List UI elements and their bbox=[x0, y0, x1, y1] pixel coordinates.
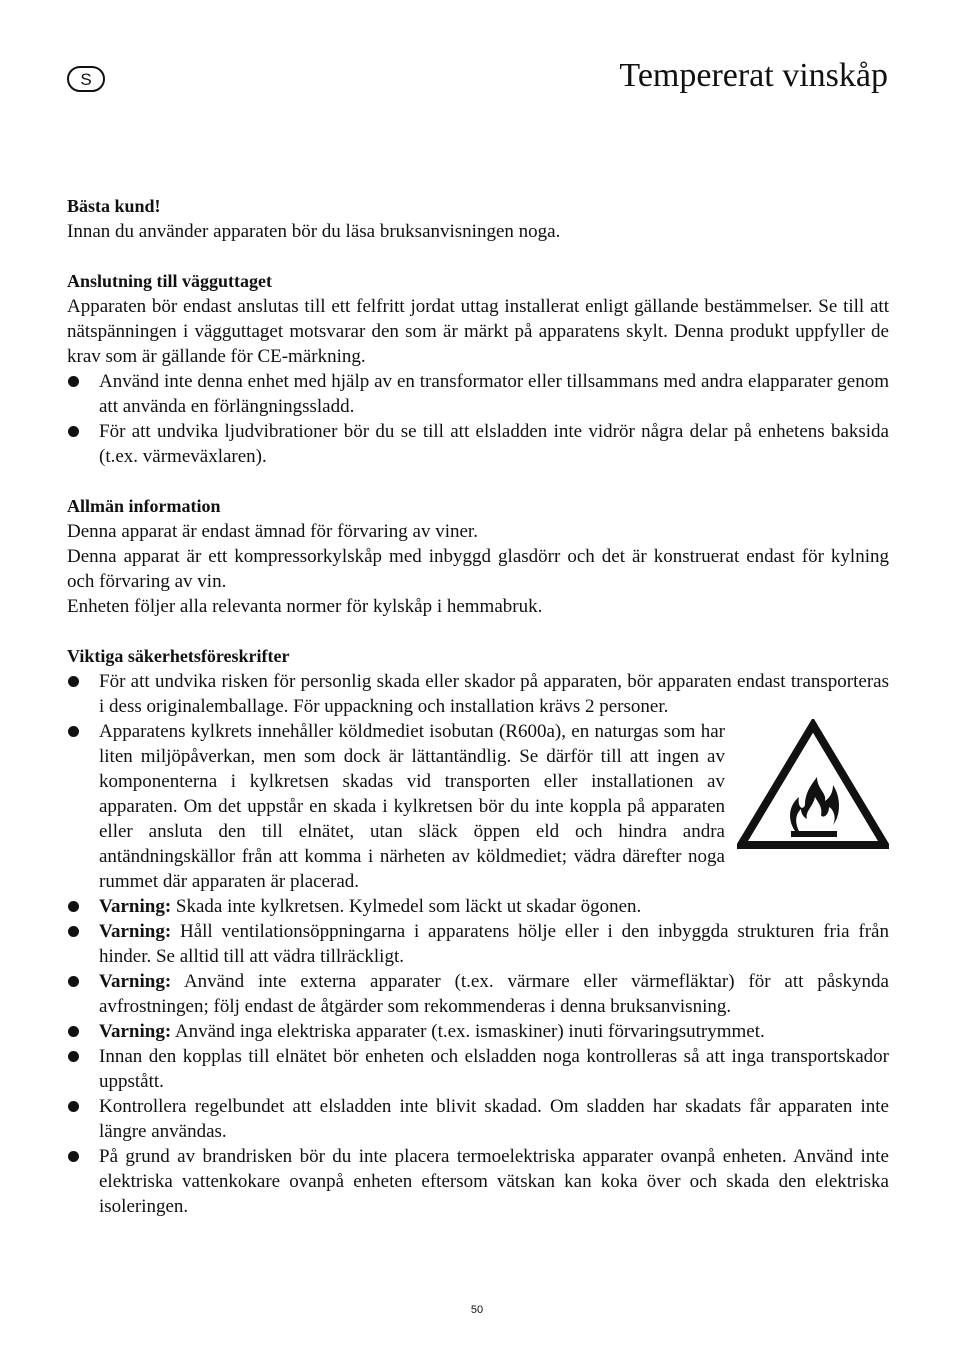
page-number: 50 bbox=[470, 1304, 484, 1316]
section-heading: Allmän information bbox=[67, 496, 221, 516]
list-item: På grund av brandrisken bör du inte placera termoelektriska apparater ovanpå enheten. Använd inte elektriska vattenkokare ovanpå enheten eftersom vätskan kan koka över och skada den elektriska isoleringen. bbox=[67, 1144, 889, 1219]
paragraph: Denna apparat är ett kompressorkylskåp med inbyggd glasdörr och det är konstruerat endast för kylning och förvaring av vin. bbox=[67, 546, 889, 592]
list-item: För att undvika ljudvibrationer bör du se till att elsladden inte vidrör några delar på enhetens baksida (t.ex. värmeväxlaren). bbox=[67, 419, 889, 469]
list-item-warning bbox=[67, 894, 889, 919]
list-item-warning bbox=[67, 969, 889, 1019]
list-item: För att undvika risken för personlig skada eller skador på apparaten, bör apparaten endast transporteras i dess originalemballage. För uppackning och installation krävs 2 personer. bbox=[67, 669, 889, 719]
section-heading: Viktiga säkerhetsföreskrifter bbox=[67, 646, 290, 666]
document-body bbox=[67, 194, 889, 1244]
paragraph: Enheten följer alla relevanta normer för kylskåp i hemmabruk. bbox=[67, 596, 543, 617]
warning-label: Varning: bbox=[99, 1021, 172, 1042]
bullet-list bbox=[67, 369, 889, 469]
list-item-warning bbox=[67, 1019, 889, 1044]
flammable-warning-icon bbox=[737, 719, 889, 851]
list-item-text: Skada inte kylkretsen. Kylmedel som läckt ut skadar ögonen. bbox=[171, 896, 642, 917]
list-item-text: Apparatens kylkrets innehåller köldmediet isobutan (R600a), en naturgas som har liten miljöpåverkan, men som dock är lättantändlig. Se därför till att ingen av komponenterna i kylkretsen skadas vid transporten eller installationen av apparaten. Om det uppstår en skada i kylkretsen bör du inte koppla på apparaten eller ansluta den till elnätet, utan släck öppen eld och hindra andra antändningskällor från att komma i närheten av köldmediet; vädra därefter noga rummet där apparaten är placerad. bbox=[99, 721, 725, 892]
list-item: Använd inte denna enhet med hjälp av en transformator eller tillsammans med andra elapparater genom att använda en förlängningssladd. bbox=[67, 369, 889, 419]
warning-label: Varning: bbox=[99, 896, 172, 917]
list-item-warning bbox=[67, 919, 889, 969]
warning-label: Varning: bbox=[99, 971, 172, 992]
section-connection bbox=[67, 269, 889, 469]
section-general bbox=[67, 494, 889, 619]
list-item-text: Använd inga elektriska apparater (t.ex. ismaskiner) inuti förvaringsutrymmet. bbox=[171, 1021, 765, 1042]
paragraph: Apparaten bör endast anslutas till ett felfritt jordat uttag installerat enligt gällande bestämmelser. Se till att nätspänningen i vägguttaget motsvarar den som är märkt på apparatens skylt. Denna produkt uppfyller de krav som är gällande för CE-märkning. bbox=[67, 296, 889, 367]
list-item: Kontrollera regelbundet att elsladden inte blivit skadad. Om sladden har skadats får apparaten inte längre användas. bbox=[67, 1094, 889, 1144]
language-code: S bbox=[80, 69, 92, 89]
section-safety bbox=[67, 644, 889, 1219]
section-heading: Bästa kund! bbox=[67, 196, 161, 216]
list-item-text: Håll ventilationsöppningarna i apparatens hölje eller i den inbyggda strukturen fria från hinder. Se alltid till att vädra tillräckligt. bbox=[99, 921, 889, 967]
warning-label: Varning: bbox=[99, 921, 172, 942]
language-badge bbox=[67, 66, 105, 92]
paragraph: Innan du använder apparaten bör du läsa bruksanvisningen noga. bbox=[67, 221, 561, 242]
section-intro bbox=[67, 194, 889, 244]
paragraph: Denna apparat är endast ämnad för förvaring av viner. bbox=[67, 521, 478, 542]
section-heading: Anslutning till vägguttaget bbox=[67, 271, 273, 291]
bullet-list bbox=[67, 669, 889, 1219]
list-item: Innan den kopplas till elnätet bör enheten och elsladden noga kontrolleras så att inga transportskador uppstått. bbox=[67, 1044, 889, 1094]
list-item-text: Använd inte externa apparater (t.ex. värmare eller värmefläktar) för att påskynda avfrostningen; följ endast de åtgärder som rekommenderas i denna bruksanvisning. bbox=[99, 971, 889, 1017]
page-title: Tempererat vinskåp bbox=[619, 57, 888, 94]
list-item-flammable bbox=[67, 719, 889, 894]
